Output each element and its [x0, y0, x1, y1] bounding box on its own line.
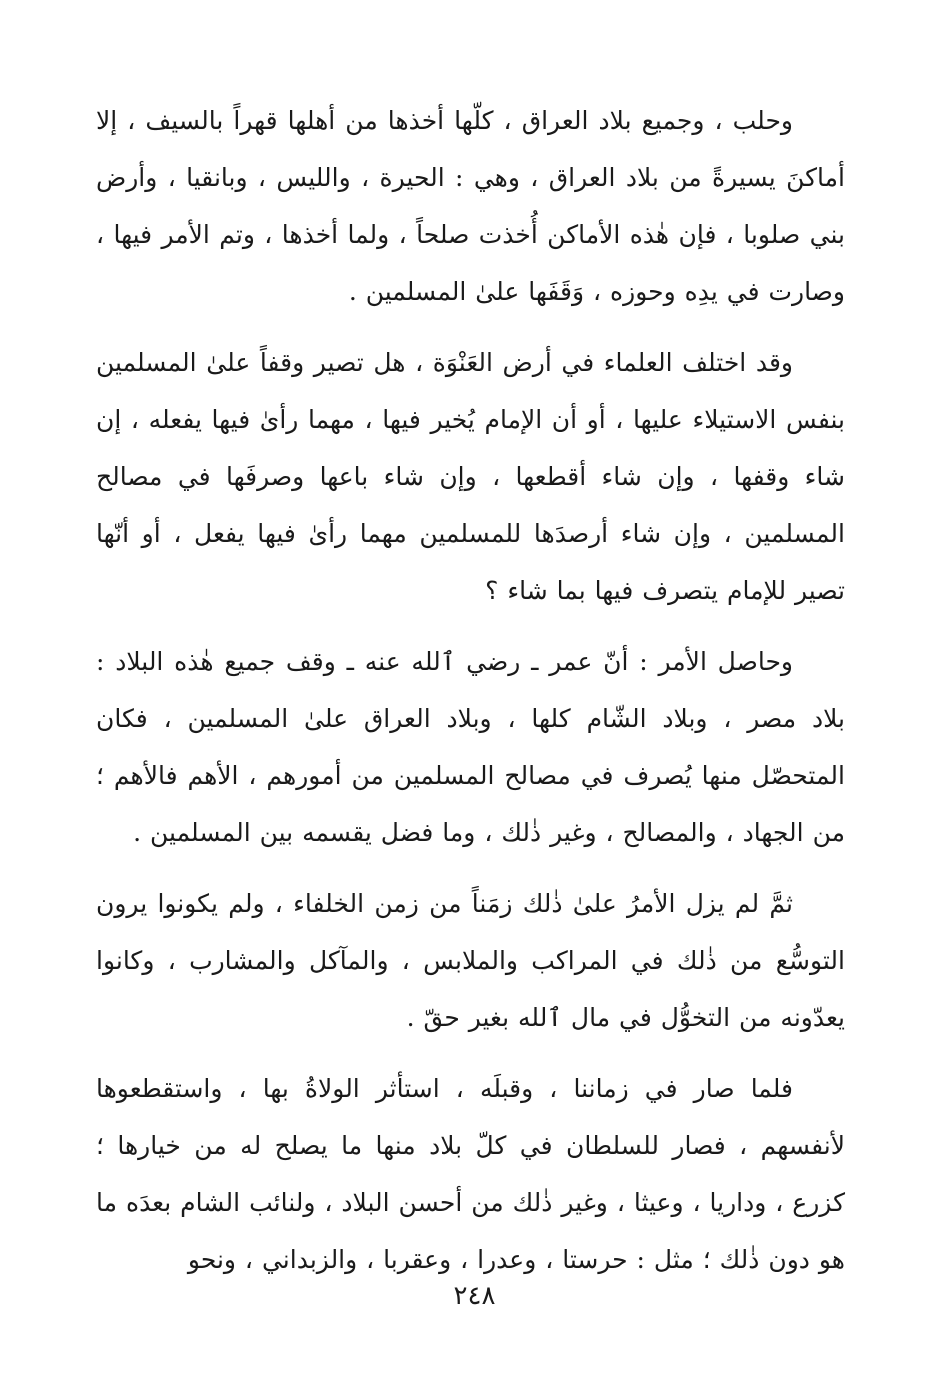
paragraph-1: وحلب ، وجميع بلاد العراق ، كلّها أخذها من أهلها قهراً بالسيف ، إلا أماكنَ يسيرةً من بلاد العراق ، وهي : الحيرة ، والليس ، وبانقيا ، وأرض بني صلوبا ، فإن هٰذه الأماكن أُخذت صلحاً ، ولما أخذها ، وتم الأمر فيها ، وصارت في يدِه وحوزه ، وَقَفَها علىٰ المسلمين .	[96, 106, 845, 306]
paragraph-5: فلما صار في زماننا ، وقبلَه ، استأثر الولاةُ بها ، واستقطعوها لأنفسهم ، فصار للسلطان في كلّ بلاد منها ما يصلح له من خيارها ؛ كزرع ، وداريا ، وعيثا ، وغير ذٰلك من أحسن البلاد ، ولنائب الشام بعدَه ما هو دون ذٰلك ؛ مثل : حرستا ، وعدرا ، وعقربا ، والزبداني ، ونحو	[96, 1074, 845, 1274]
page-number: ٢٤٨	[453, 1281, 496, 1311]
paragraph-2: وقد اختلف العلماء في أرض العَنْوَة ، هل تصير وقفاً علىٰ المسلمين بنفس الاستيلاء عليها ، أو أن الإمام يُخير فيها ، مهما رأىٰ فيها يفعله ، إن شاء وقفها ، وإن شاء أقطعها ، وإن شاء باعها وصرفَها في مصالح المسلمين ، وإن شاء أرصدَها للمسلمين مهما رأىٰ فيها يفعل ، أو أنّها تصير للإمام يتصرف فيها بما شاء ؟	[96, 348, 845, 605]
body-text	[96, 92, 845, 1288]
paragraph-3: وحاصل الأمر : أنّ عمر ـ رضي ٱلله عنه ـ وقف جميع هٰذه البلاد : بلاد مصر ، وبلاد الشّام كلها ، وبلاد العراق علىٰ المسلمين ، فكان المتحصّل منها يُصرف في مصالح المسلمين من أمورهم ، الأهم فالأهم ؛ من الجهاد ، والمصالح ، وغير ذٰلك ، وما فضل يقسمه بين المسلمين .	[96, 647, 845, 847]
paragraph-4: ثمَّ لم يزل الأمرُ علىٰ ذٰلك زمَناً من زمن الخلفاء ، ولم يكونوا يرون التوسُّع من ذٰلك في المراكب والملابس ، والمآكل والمشارب ، وكانوا يعدّونه من التخوُّل في مال ٱلله بغير حقّ .	[96, 889, 845, 1032]
